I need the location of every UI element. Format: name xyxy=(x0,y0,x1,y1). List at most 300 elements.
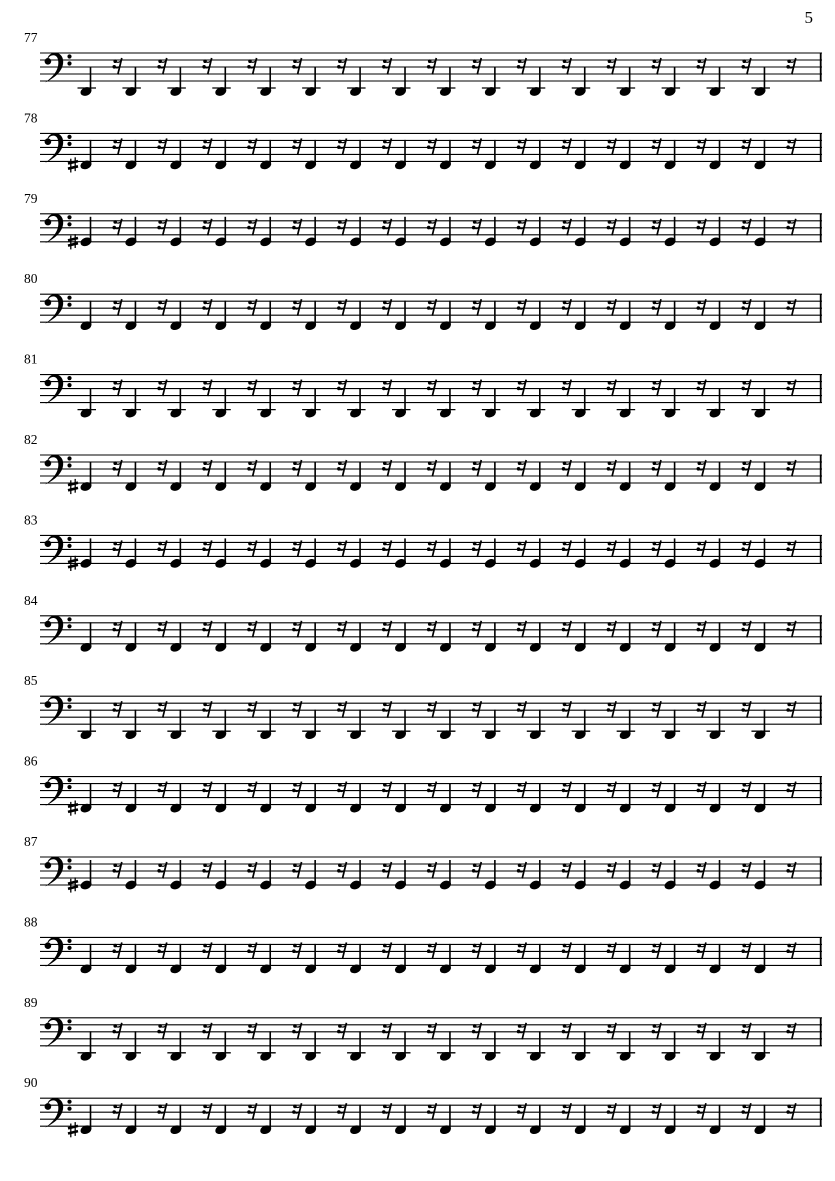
note-stem xyxy=(629,388,631,413)
note xyxy=(68,462,93,495)
note-stem xyxy=(269,710,271,735)
note xyxy=(122,710,140,741)
note xyxy=(68,1105,93,1138)
note xyxy=(304,140,318,171)
note-stem xyxy=(314,783,316,808)
note-stem xyxy=(764,1105,766,1130)
system-84 xyxy=(24,593,822,653)
note-stem xyxy=(404,622,406,647)
note-stem xyxy=(674,388,676,413)
note xyxy=(529,140,543,171)
note-stem xyxy=(584,388,586,413)
note-stem xyxy=(584,1031,586,1056)
note-stem xyxy=(539,140,541,165)
note xyxy=(302,1031,321,1062)
note xyxy=(167,710,186,741)
note xyxy=(618,217,632,248)
note xyxy=(394,1105,408,1136)
note xyxy=(259,538,273,569)
barline xyxy=(820,937,822,965)
bass-clef-icon xyxy=(45,616,72,646)
barline xyxy=(820,1018,822,1046)
note-stem xyxy=(449,1031,451,1056)
note-stem xyxy=(719,783,721,808)
note-stem xyxy=(135,1031,137,1056)
barline xyxy=(820,133,822,161)
note-stem xyxy=(404,140,406,165)
note-stem xyxy=(764,388,766,413)
note-stem xyxy=(404,1031,406,1056)
note-stem xyxy=(269,860,271,885)
note-stem xyxy=(269,1031,271,1056)
note xyxy=(573,217,587,248)
note-stem xyxy=(269,217,271,242)
note-stem xyxy=(135,860,137,885)
note-stem xyxy=(449,301,451,326)
note-stem xyxy=(90,622,92,647)
sharp-accidental xyxy=(68,801,78,816)
note-stem xyxy=(90,538,92,563)
note-stem xyxy=(674,622,676,647)
note xyxy=(753,462,767,493)
note-stem xyxy=(539,783,541,808)
note-stem xyxy=(404,388,406,413)
staff-lines xyxy=(40,696,822,724)
note xyxy=(753,783,767,814)
note-stem xyxy=(719,538,721,563)
note xyxy=(304,944,318,975)
note xyxy=(663,1105,677,1136)
note-stem xyxy=(629,710,631,735)
note xyxy=(394,944,408,975)
note-stem xyxy=(494,860,496,885)
note-stem xyxy=(629,944,631,969)
note-stem xyxy=(719,217,721,242)
note xyxy=(708,462,722,493)
note xyxy=(708,1105,722,1136)
note-stem xyxy=(135,710,137,735)
note xyxy=(482,67,501,98)
note-stem xyxy=(719,388,721,413)
measure-number: 86 xyxy=(24,753,38,769)
note-stem xyxy=(224,388,226,413)
note-stem xyxy=(269,944,271,969)
note xyxy=(122,67,140,98)
note-stem xyxy=(269,1105,271,1130)
measure-number: 90 xyxy=(24,1075,38,1091)
note-stem xyxy=(180,860,182,885)
staff-lines xyxy=(40,1018,822,1046)
note xyxy=(304,301,318,332)
note xyxy=(169,783,183,814)
note-stem xyxy=(764,217,766,242)
note xyxy=(169,622,183,653)
note-stem xyxy=(764,860,766,885)
note-stem xyxy=(359,1105,361,1130)
note-stem xyxy=(314,67,316,92)
note-stem xyxy=(135,783,137,808)
note xyxy=(751,710,770,741)
note xyxy=(484,462,498,493)
note xyxy=(484,140,498,171)
note-stem xyxy=(629,67,631,92)
note-stem xyxy=(584,462,586,487)
note xyxy=(529,301,543,332)
note xyxy=(663,140,677,171)
note-stem xyxy=(135,217,137,242)
measure-number: 77 xyxy=(24,30,38,45)
note-stem xyxy=(224,710,226,735)
note xyxy=(259,860,273,891)
sharp-accidental xyxy=(68,1122,78,1137)
note-stem xyxy=(90,67,92,92)
barline xyxy=(820,455,822,483)
note xyxy=(302,67,321,98)
note xyxy=(484,783,498,814)
note xyxy=(573,622,587,653)
note xyxy=(437,67,456,98)
note xyxy=(708,860,722,891)
note-stem xyxy=(314,388,316,413)
sharp-accidental xyxy=(68,157,78,172)
measure-number: 83 xyxy=(24,512,38,528)
note-stem xyxy=(90,388,92,413)
note-stem xyxy=(180,710,182,735)
system-81 xyxy=(24,352,822,419)
note-stem xyxy=(314,860,316,885)
note-stem xyxy=(539,1031,541,1056)
note xyxy=(708,140,722,171)
note xyxy=(663,783,677,814)
note-stem xyxy=(584,1105,586,1130)
note xyxy=(708,783,722,814)
note xyxy=(394,622,408,653)
note-stem xyxy=(539,301,541,326)
system-85 xyxy=(24,673,822,740)
system-87 xyxy=(24,834,822,893)
note-stem xyxy=(539,462,541,487)
note xyxy=(572,1031,591,1062)
note-stem xyxy=(629,622,631,647)
staff-lines xyxy=(40,455,822,483)
staff-lines xyxy=(40,937,822,965)
note xyxy=(167,67,186,98)
note xyxy=(394,301,408,332)
note-stem xyxy=(584,301,586,326)
note-stem xyxy=(359,1031,361,1056)
note xyxy=(304,538,318,569)
note xyxy=(214,301,228,332)
bass-clef-icon xyxy=(45,294,72,324)
note-stem xyxy=(314,217,316,242)
note-stem xyxy=(764,710,766,735)
barline xyxy=(820,696,822,724)
note-stem xyxy=(180,538,182,563)
system-89 xyxy=(24,995,822,1062)
note-stem xyxy=(629,538,631,563)
note xyxy=(618,860,632,891)
note xyxy=(259,217,273,248)
note-stem xyxy=(494,67,496,92)
note xyxy=(439,140,453,171)
note-stem xyxy=(90,1031,92,1056)
note-stem xyxy=(90,140,92,165)
note xyxy=(573,783,587,814)
note-stem xyxy=(314,1031,316,1056)
note-stem xyxy=(90,217,92,242)
note xyxy=(169,860,183,891)
note xyxy=(529,538,543,569)
note-stem xyxy=(764,462,766,487)
measure-number: 84 xyxy=(24,592,38,608)
bass-clef-icon xyxy=(45,535,72,565)
note xyxy=(573,1105,587,1136)
note xyxy=(618,944,632,975)
note-stem xyxy=(180,217,182,242)
note-stem xyxy=(269,388,271,413)
note-stem xyxy=(674,462,676,487)
note-stem xyxy=(539,1105,541,1130)
note-stem xyxy=(224,462,226,487)
note xyxy=(392,710,411,741)
note-stem xyxy=(404,301,406,326)
note-stem xyxy=(629,1031,631,1056)
note-stem xyxy=(674,1031,676,1056)
note xyxy=(394,217,408,248)
system-79 xyxy=(24,191,822,250)
note-stem xyxy=(674,217,676,242)
note-stem xyxy=(629,217,631,242)
note xyxy=(753,217,767,248)
note-stem xyxy=(764,140,766,165)
note xyxy=(663,860,677,891)
note xyxy=(302,388,321,419)
note xyxy=(349,462,363,493)
note xyxy=(304,783,318,814)
note-stem xyxy=(584,783,586,808)
note-stem xyxy=(224,783,226,808)
note-stem xyxy=(494,140,496,165)
note-stem xyxy=(719,710,721,735)
note-stem xyxy=(359,944,361,969)
note xyxy=(573,944,587,975)
note-stem xyxy=(404,860,406,885)
note-stem xyxy=(674,783,676,808)
note-stem xyxy=(674,140,676,165)
note-stem xyxy=(90,783,92,808)
barline xyxy=(820,53,822,81)
note xyxy=(529,944,543,975)
staff-lines xyxy=(40,214,822,242)
note-stem xyxy=(629,301,631,326)
note xyxy=(394,538,408,569)
note xyxy=(347,1031,366,1062)
note-stem xyxy=(584,140,586,165)
note xyxy=(527,388,546,419)
note-stem xyxy=(314,1105,316,1130)
barline xyxy=(820,214,822,242)
note xyxy=(439,944,453,975)
note-stem xyxy=(719,67,721,92)
note-stem xyxy=(449,710,451,735)
note xyxy=(439,622,453,653)
note xyxy=(169,140,183,171)
note xyxy=(349,301,363,332)
staff-lines xyxy=(40,133,822,161)
note-stem xyxy=(584,622,586,647)
note-stem xyxy=(359,783,361,808)
note xyxy=(304,462,318,493)
note-stem xyxy=(494,301,496,326)
note xyxy=(349,217,363,248)
note xyxy=(302,710,321,741)
note-stem xyxy=(584,217,586,242)
note xyxy=(572,388,591,419)
note xyxy=(753,860,767,891)
note-stem xyxy=(269,783,271,808)
note xyxy=(618,1105,632,1136)
system-82 xyxy=(24,432,822,494)
note xyxy=(529,462,543,493)
barline xyxy=(820,1098,822,1126)
note xyxy=(484,944,498,975)
note xyxy=(214,1105,228,1136)
system-77 xyxy=(24,30,822,97)
note-stem xyxy=(224,301,226,326)
note-stem xyxy=(180,622,182,647)
note xyxy=(78,1031,97,1062)
note-stem xyxy=(224,622,226,647)
note xyxy=(68,783,93,816)
note xyxy=(347,710,366,741)
note xyxy=(753,538,767,569)
note-stem xyxy=(539,217,541,242)
measure-number: 87 xyxy=(24,834,38,849)
note xyxy=(212,388,231,419)
note xyxy=(349,538,363,569)
note-stem xyxy=(180,1105,182,1130)
note xyxy=(169,538,183,569)
note xyxy=(349,140,363,171)
bass-clef-icon xyxy=(45,937,72,967)
note xyxy=(439,1105,453,1136)
note xyxy=(169,462,183,493)
note xyxy=(124,538,138,569)
note-stem xyxy=(90,301,92,326)
note xyxy=(662,710,681,741)
note xyxy=(662,67,681,98)
note xyxy=(439,538,453,569)
note-stem xyxy=(674,301,676,326)
note xyxy=(663,462,677,493)
note xyxy=(708,301,722,332)
note-stem xyxy=(674,67,676,92)
note xyxy=(663,538,677,569)
note xyxy=(169,301,183,332)
note-stem xyxy=(719,622,721,647)
note-stem xyxy=(90,944,92,969)
note-stem xyxy=(180,301,182,326)
note-stem xyxy=(269,622,271,647)
note-stem xyxy=(449,1105,451,1130)
note xyxy=(573,860,587,891)
note-stem xyxy=(494,622,496,647)
note-stem xyxy=(539,710,541,735)
note-stem xyxy=(314,462,316,487)
note-stem xyxy=(629,783,631,808)
note-stem xyxy=(449,67,451,92)
note xyxy=(439,301,453,332)
note-stem xyxy=(539,944,541,969)
note xyxy=(347,67,366,98)
note xyxy=(439,860,453,891)
note-stem xyxy=(135,538,137,563)
note-stem xyxy=(494,388,496,413)
note xyxy=(167,388,186,419)
note-stem xyxy=(449,860,451,885)
note-stem xyxy=(629,462,631,487)
note xyxy=(79,944,93,975)
staff-lines xyxy=(40,53,822,81)
note-stem xyxy=(719,140,721,165)
note-stem xyxy=(359,140,361,165)
note-stem xyxy=(135,140,137,165)
staff-lines xyxy=(40,857,822,885)
note-stem xyxy=(359,538,361,563)
bass-clef-icon xyxy=(45,455,72,485)
note-stem xyxy=(224,140,226,165)
bass-clef-icon xyxy=(45,374,72,404)
note-stem xyxy=(314,944,316,969)
note xyxy=(484,217,498,248)
system-88 xyxy=(24,914,822,974)
note-stem xyxy=(135,622,137,647)
note xyxy=(439,217,453,248)
note xyxy=(751,1031,770,1062)
note xyxy=(751,67,770,98)
note-stem xyxy=(449,388,451,413)
note xyxy=(437,388,456,419)
note xyxy=(482,1031,501,1062)
note xyxy=(753,1105,767,1136)
note xyxy=(304,217,318,248)
bass-clef-icon xyxy=(45,133,72,163)
note xyxy=(78,710,97,741)
note xyxy=(122,388,140,419)
note xyxy=(257,388,276,419)
note xyxy=(78,388,97,419)
note xyxy=(708,538,722,569)
note xyxy=(618,301,632,332)
note xyxy=(212,67,231,98)
note xyxy=(753,140,767,171)
system-86 xyxy=(24,754,822,816)
note-stem xyxy=(404,538,406,563)
note-stem xyxy=(539,388,541,413)
measure-number: 80 xyxy=(24,271,38,287)
note-stem xyxy=(719,301,721,326)
note xyxy=(214,944,228,975)
note-stem xyxy=(584,860,586,885)
note-stem xyxy=(719,860,721,885)
measure-number: 78 xyxy=(24,110,38,126)
note-stem xyxy=(494,462,496,487)
note-stem xyxy=(539,622,541,647)
note xyxy=(79,622,93,653)
note xyxy=(617,710,636,741)
note-stem xyxy=(269,538,271,563)
note-stem xyxy=(314,140,316,165)
